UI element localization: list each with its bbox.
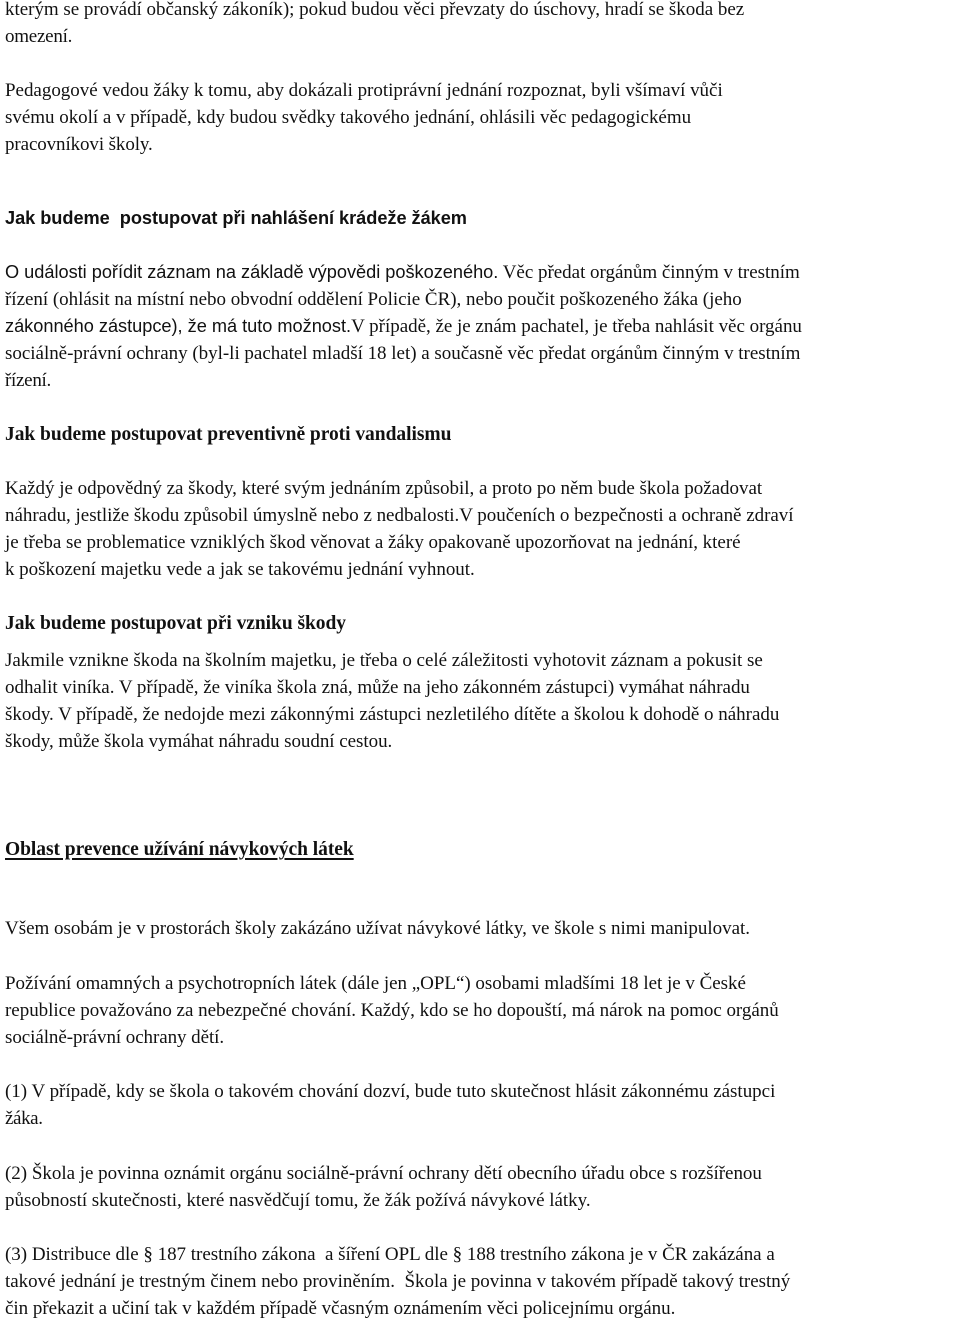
text-line: řízení (ohlásit na místní nebo obvodní oddělení Policie ČR), nebo poučit poškozeného žáka (jeho: [5, 289, 742, 310]
text-line: takové jednání je trestným činem nebo proviněním. Škola je povinna v takovém případě takový trestný: [5, 1271, 791, 1292]
text-line: [5, 313, 957, 340]
section-heading: Oblast prevence užívání návykových látek: [5, 839, 354, 860]
text-line: Každý je odpovědný za škody, které svým jednáním způsobil, a proto po něm bude škola požadovat: [5, 478, 763, 499]
intro-paragraph-2: [5, 77, 957, 158]
vandalism-section: [5, 421, 957, 448]
text-line: sociálně-právní ochrany dětí.: [5, 1027, 225, 1048]
substances-item-3: [5, 1241, 957, 1322]
damage-section: [5, 610, 957, 637]
text-line: sociálně-právní ochrany (byl-li pachatel mladší 18 let) a současně věc předat orgánům činným v trestním: [5, 343, 801, 364]
theft-section: [5, 205, 957, 232]
substances-item-1: [5, 1078, 957, 1132]
damage-paragraph: [5, 647, 957, 755]
text-line: kterým se provádí občanský zákoník); pokud budou věci převzaty do úschovy, hradí se škoda bez: [5, 0, 745, 20]
text-line: žáka.: [5, 1108, 43, 1129]
text-line: je třeba se problematice vzniklých škod věnovat a žáky opakovaně upozorňovat na jednání, které: [5, 532, 741, 553]
section-heading: Jak budeme postupovat preventivně proti vandalismu: [5, 424, 452, 445]
text-run: Věc předat orgánům činným v trestním: [498, 262, 800, 283]
text-line: Všem osobám je v prostorách školy zakázáno užívat návykové látky, ve škole s nimi manipulovat.: [5, 918, 750, 939]
text-line: Pedagogové vedou žáky k tomu, aby dokázali protiprávní jednání rozpoznat, byli všímaví vůči: [5, 80, 723, 101]
text-line: Jakmile vznikne škoda na školním majetku, je třeba o celé záležitosti vyhotovit záznam a pokusit se: [5, 650, 763, 671]
section-heading: Jak budeme postupovat při vzniku škody: [5, 613, 346, 634]
substances-paragraph-2: [5, 970, 957, 1051]
substances-section: [5, 836, 957, 863]
text-line: škody. V případě, že nedojde mezi zákonnými zástupci nezletilého dítěte a školou k dohodě o náhradu: [5, 704, 780, 725]
vandalism-paragraph: [5, 475, 957, 583]
text-run: V případě, že je znám pachatel, je třeba nahlásit věc orgánu: [351, 316, 802, 337]
text-line: odhalit viníka. V případě, že viníka škola zná, může na jeho zákonném zástupci) vymáhat náhradu: [5, 677, 750, 698]
text-line: škody, může škola vymáhat náhradu soudní cestou.: [5, 731, 393, 752]
text-run: O události pořídit záznam na základě výpovědi poškozeného.: [5, 262, 499, 282]
text-line: (2) Škola je povinna oznámit orgánu sociálně-právní ochrany dětí obecního úřadu obce s rozšířenou: [5, 1163, 762, 1184]
theft-paragraph: [5, 259, 957, 394]
text-line: [5, 259, 957, 286]
text-line: svému okolí a v případě, kdy budou svědky takového jednání, ohlásili věc pedagogickému: [5, 107, 692, 128]
intro-paragraph-1: [5, 0, 957, 50]
text-line: pracovníkovi školy.: [5, 134, 153, 155]
text-line: (3) Distribuce dle § 187 trestního zákona a šíření OPL dle § 188 trestního zákona je v ČR zakázána a: [5, 1244, 775, 1265]
text-line: republice považováno za nebezpečné chování. Každý, kdo se ho dopouští, má nárok na pomoc orgánů: [5, 1000, 779, 1021]
text-line: k poškození majetku vede a jak se takovému jednání vyhnout.: [5, 559, 475, 580]
text-line: čin překazit a učiní tak v každém případě včasným oznámením věci policejnímu orgánu.: [5, 1298, 676, 1319]
text-line: působností skutečnosti, které nasvědčují tomu, že žák požívá návykové látky.: [5, 1190, 591, 1211]
text-line: náhradu, jestliže škodu způsobil úmyslně nebo z nedbalosti.V poučeních o bezpečnosti a ochraně zdraví: [5, 505, 794, 526]
text-run: zákonného zástupce), že má tuto možnost.: [5, 316, 352, 336]
text-line: Požívání omamných a psychotropních látek (dále jen „OPL“) osobami mladšími 18 let je v České: [5, 973, 746, 994]
substances-item-2: [5, 1160, 957, 1214]
section-heading: Jak budeme postupovat při nahlášení krádeže žákem: [5, 208, 467, 228]
text-line: (1) V případě, kdy se škola o takovém chování dozví, bude tuto skutečnost hlásit zákonnému zástupci: [5, 1081, 776, 1102]
text-line: omezení.: [5, 26, 73, 47]
substances-paragraph-1: [5, 915, 957, 942]
text-line: řízení.: [5, 370, 52, 391]
